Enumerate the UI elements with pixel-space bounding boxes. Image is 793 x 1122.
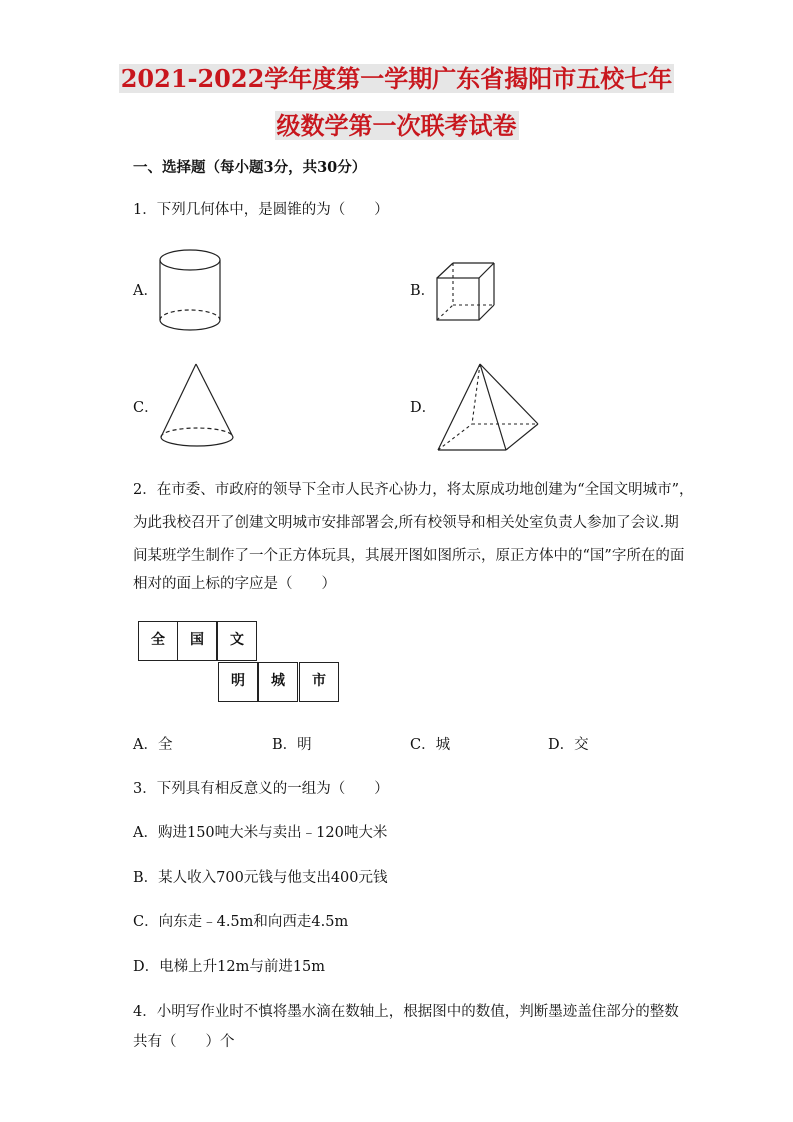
net-cell: 市 bbox=[299, 662, 339, 702]
q1-option-a-label: A． bbox=[133, 283, 158, 299]
q3-option-b: B．某人收入700元钱与他支出400元钱 bbox=[133, 870, 388, 886]
cube-icon bbox=[436, 262, 496, 322]
q1-option-d-label: D． bbox=[410, 400, 437, 416]
net-cell: 全 bbox=[138, 621, 178, 661]
net-cell: 文 bbox=[217, 621, 257, 661]
q2-stem-line-3: 间某班学生制作了一个正方体玩具，其展开图如图所示，原正方体中的“国”字所在的面 bbox=[133, 548, 685, 564]
q2-option-d: D．交 bbox=[548, 737, 589, 753]
net-cell: 城 bbox=[258, 662, 298, 702]
net-cell: 国 bbox=[177, 621, 217, 661]
q1-option-c-label: C． bbox=[133, 400, 159, 416]
section-heading: 一、选择题（每小题3分，共30分） bbox=[133, 159, 367, 176]
q3-stem: 3．下列具有相反意义的一组为（ ） bbox=[133, 781, 389, 797]
q1-option-b-label: B． bbox=[410, 283, 436, 299]
page-title-line-2: 级数学第一次联考试卷 bbox=[276, 111, 517, 140]
q3-option-d: D．电梯上升12m与前进15m bbox=[133, 959, 326, 975]
q4-stem-line-2: 共有（ ）个 bbox=[133, 1034, 235, 1050]
q2-stem-line-1: 2．在市委、市政府的领导下全市人民齐心协力，将太原成功地创建为“全国文明城市”， bbox=[133, 482, 694, 498]
q2-stem-line-2: 为此我校召开了创建文明城市安排部署会,所有校领导和相关处室负责人参加了会议.期 bbox=[133, 515, 679, 531]
q3-option-a: A．购进150吨大米与卖出﹣120吨大米 bbox=[133, 825, 388, 841]
cylinder-icon bbox=[158, 248, 224, 332]
q4-stem-line-1: 4．小明写作业时不慎将墨水滴在数轴上，根据图中的数值，判断墨迹盖住部分的整数 bbox=[133, 1004, 679, 1020]
q2-stem-line-4: 相对的面上标的字应是（ ） bbox=[133, 576, 336, 592]
pyramid-icon bbox=[436, 362, 540, 452]
cone-icon bbox=[158, 362, 238, 450]
q2-option-c: C．城 bbox=[410, 737, 451, 753]
q2-option-b: B．明 bbox=[272, 737, 312, 753]
net-cell: 明 bbox=[218, 662, 258, 702]
page-title-line-1: 2021-2022学年度第一学期广东省揭阳市五校七年 bbox=[120, 64, 673, 93]
q3-option-c: C．向东走﹣4.5m和向西走4.5m bbox=[133, 914, 349, 930]
q1-stem: 1．下列几何体中，是圆锥的为（ ） bbox=[133, 202, 389, 218]
q2-option-a: A．全 bbox=[133, 737, 173, 753]
